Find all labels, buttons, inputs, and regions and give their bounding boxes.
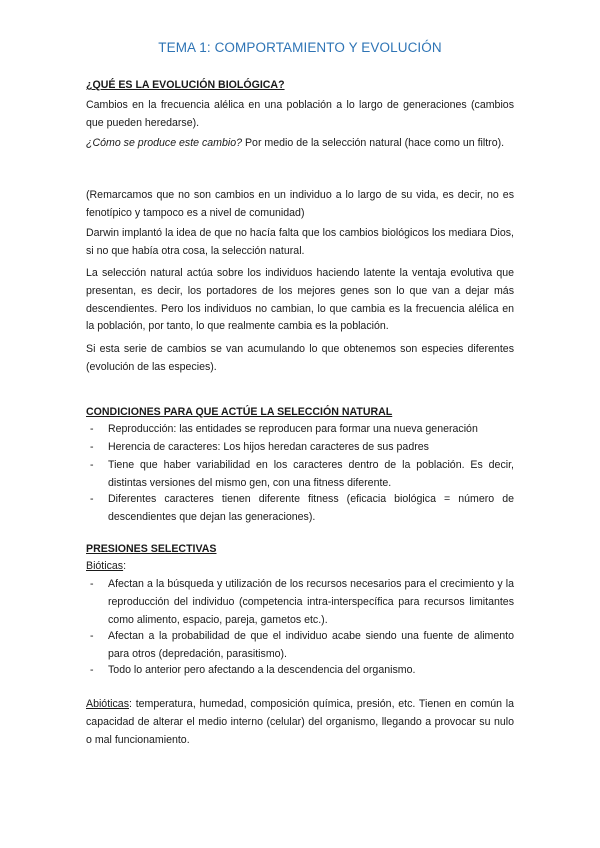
list-dash: -: [90, 459, 94, 471]
question-text: ¿Cómo se produce este cambio?: [86, 137, 243, 149]
list-dash: -: [90, 493, 94, 505]
paragraph-definicion: Cambios en la frecuencia alélica en una población a lo largo de generaciones (cambios que pueden heredarse).: [86, 99, 514, 129]
paragraph-abioticas: Abióticas: temperatura, humedad, composición química, presión, etc. Tienen en común la capacidad de alterar el medio interno (celular) del organismo, llegando a provocar su nulo o mal funcionamiento.: [86, 698, 514, 746]
paragraph-acumulando: Si esta serie de cambios se van acumulando lo que obtenemos son especies diferentes (evolución de las especies).: [86, 343, 514, 373]
bioticas-label-line: Bióticas:: [86, 560, 127, 572]
section-heading-evolucion: ¿QUÉ ES LA EVOLUCIÓN BIOLÓGICA?: [86, 79, 285, 91]
list-dash: -: [90, 578, 94, 590]
paragraph-darwin: Darwin implantó la idea de que no hacía falta que los cambios biológicos los mediara Dios, si no que había otra cosa, la selección natural.: [86, 227, 514, 257]
abioticas-label: Abióticas: [86, 698, 129, 710]
section-heading-condiciones: CONDICIONES PARA QUE ACTÚE LA SELECCIÓN NATURAL: [86, 406, 393, 418]
paragraph-como-se-produce: [86, 135, 514, 153]
answer-text: Por medio de la selección natural (hace como un filtro).: [242, 137, 505, 149]
list-dash: -: [90, 441, 94, 453]
list-dash: -: [90, 423, 94, 435]
bioticas-label: Bióticas: [86, 560, 124, 572]
section-heading-presiones: PRESIONES SELECTIVAS: [86, 543, 217, 555]
paragraph-remarcamos: (Remarcamos que no son cambios en un individuo a lo largo de su vida, es decir, no es fenotípico y tampoco es a nivel de comunidad): [86, 189, 514, 219]
paragraph-seleccion-natural: La selección natural actúa sobre los individuos haciendo latente la ventaja evolutiva que presentan, es decir, los portadores de los mejores genes son lo que van a dejar más descendientes. Pero los individuos no cambian, lo que cambia es la frecuencia alélica en la población, por tanto, lo que realmente cambia es la población.: [86, 267, 514, 333]
document-title: TEMA 1: COMPORTAMIENTO Y EVOLUCIÓN: [158, 40, 442, 55]
list-dash: -: [90, 630, 94, 642]
list-dash: -: [90, 664, 94, 676]
